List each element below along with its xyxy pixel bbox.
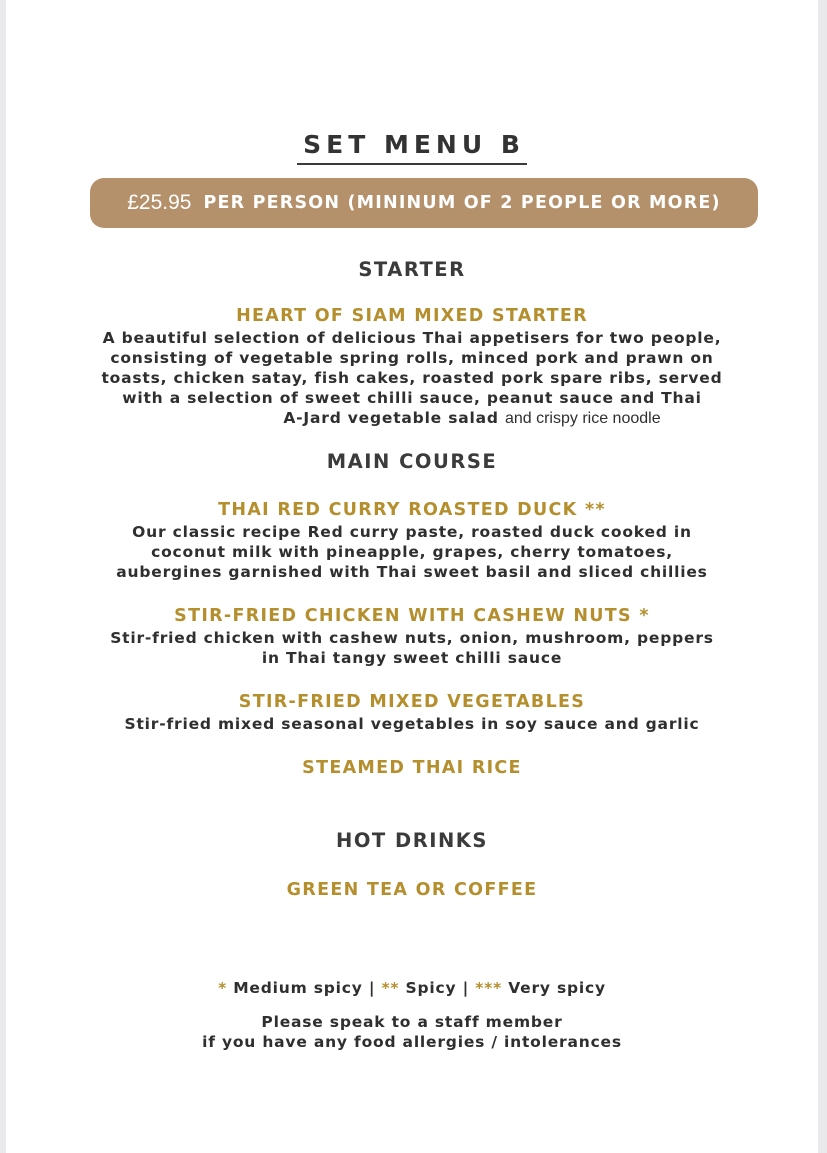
dish-red-curry-duck-description: Our classic recipe Red curry paste, roasted duck cooked in coconut milk with pineapple, grapes, cherry tomatoes, aubergines garnished with Thai sweet basil and sliced chillies xyxy=(116,523,708,581)
allergy-note: Please speak to a staff member if you have any food allergies / intolerances xyxy=(202,1013,622,1051)
spice-marker: ** xyxy=(584,500,606,520)
dish-mixed-vegetables-description: Stir-fried mixed seasonal vegetables in soy sauce and garlic xyxy=(124,715,700,733)
starter-description: A beautiful selection of delicious Thai appetisers for two people, consisting of vegetable spring rolls, minced pork and prawn on toasts, chicken satay, fish cakes, roasted pork spare ribs, served with a selection of sweet chilli sauce, peanut sauce and Thai A-Jard vegetable salad and crispy rice noodle xyxy=(101,329,723,427)
menu-page xyxy=(6,0,818,1153)
dish-steamed-rice: STEAMED THAI RICE xyxy=(302,758,522,778)
spice-marker: * xyxy=(639,606,650,626)
starter-dish-name: HEART OF SIAM MIXED STARTER xyxy=(236,306,588,326)
price-banner xyxy=(90,178,758,228)
price-note: PER PERSON (MININUM OF 2 PEOPLE OR MORE) xyxy=(203,193,721,213)
dish-red-curry-duck: THAI RED CURRY ROASTED DUCK ** xyxy=(218,500,606,520)
spice-legend: * Medium spicy | ** Spicy | *** Very spicy xyxy=(218,979,606,997)
dish-mixed-vegetables: STIR-FRIED MIXED VEGETABLES xyxy=(238,692,586,712)
starter-heading: STARTER xyxy=(358,258,466,281)
hot-drinks-heading: HOT DRINKS xyxy=(336,829,488,852)
menu-title: SET MENU B xyxy=(6,130,818,165)
price-amount: £25.95 xyxy=(127,191,192,214)
hot-drink-item: GREEN TEA OR COFFEE xyxy=(286,880,538,900)
dish-cashew-chicken: STIR-FRIED CHICKEN WITH CASHEW NUTS * xyxy=(174,606,650,626)
main-course-heading: MAIN COURSE xyxy=(326,450,498,473)
dish-cashew-chicken-description: Stir-fried chicken with cashew nuts, onion, mushroom, peppers in Thai tangy sweet chilli sauce xyxy=(110,629,714,667)
